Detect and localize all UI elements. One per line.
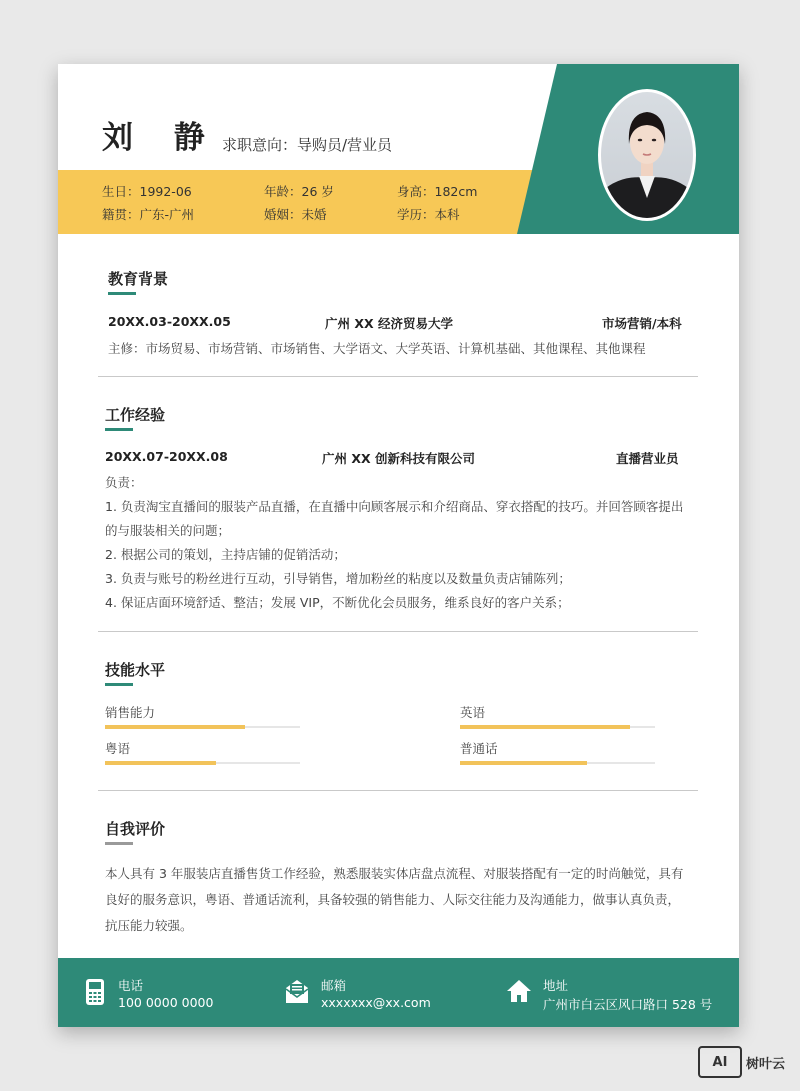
contact-footer (58, 958, 739, 1027)
email-value: xxxxxxx@xx.com (321, 995, 431, 1010)
work-duty-label: 负责： (105, 475, 143, 490)
mail-icon (285, 978, 309, 1008)
education-courses: 主修：市场贸易、市场营销、市场销售、大学语文、大学英语、计算机基础、其他课程、其他课程 (108, 341, 646, 356)
section-divider (98, 376, 698, 377)
skill-track (105, 726, 300, 728)
skill-track (460, 762, 655, 764)
skill-label: 英语 (460, 705, 486, 720)
skills-title-bar (105, 683, 133, 686)
address-value: 广州市白云区风口路口 528 号 (543, 997, 713, 1012)
self-eval-title-bar (105, 842, 133, 845)
phone-value: 100 0000 0000 (118, 995, 214, 1010)
info-education: 学历：本科 (397, 207, 460, 222)
phone-label: 电话 (118, 978, 144, 993)
work-period: 20XX.07-20XX.08 (105, 449, 228, 464)
email-label: 邮箱 (321, 978, 347, 993)
work-duty-line: 的与服装相关的问题； (105, 523, 231, 538)
work-duty-line: 1. 负责淘宝直播间的服装产品直播，在直播中向顾客展示和介绍商品、穿衣搭配的技巧。并回答顾客提出 (105, 499, 684, 514)
skill-level-fill (105, 725, 245, 729)
skill-level-fill (460, 761, 587, 765)
skill-label: 销售能力 (105, 705, 156, 720)
info-age: 年龄：26 岁 (264, 184, 334, 199)
watermark-ai-box: AI (698, 1046, 742, 1078)
work-title: 工作经验 (105, 406, 166, 424)
header-info-band (58, 170, 533, 234)
self-eval-title: 自我评价 (105, 820, 166, 838)
info-height: 身高：182cm (397, 184, 478, 199)
self-eval-line: 本人具有 3 年服装店直播售货工作经验，熟悉服装实体店盘点流程、对服装搭配有一定的时尚触觉，具有 (105, 866, 684, 881)
section-divider (98, 790, 698, 791)
watermark-logo (698, 1046, 785, 1078)
section-divider (98, 631, 698, 632)
education-school: 广州 XX 经济贸易大学 (325, 316, 453, 331)
info-marriage: 婚姻：未婚 (264, 207, 327, 222)
skills-title: 技能水平 (105, 661, 166, 679)
work-company: 广州 XX 创新科技有限公司 (322, 451, 475, 466)
work-role: 直播营业员 (616, 451, 679, 466)
job-intent: 求职意向：导购员/营业员 (222, 136, 393, 154)
education-period: 20XX.03-20XX.05 (108, 314, 231, 329)
skill-level-fill (105, 761, 216, 765)
work-duty-line: 2. 根据公司的策划，主持店铺的促销活动； (105, 547, 346, 562)
watermark-text: 树叶云 (746, 1056, 786, 1072)
skill-label: 普通话 (460, 741, 498, 756)
education-title-bar (108, 292, 136, 295)
education-major: 市场营销/本科 (602, 316, 682, 331)
candidate-name: 刘 静 (102, 120, 220, 156)
work-title-bar (105, 428, 133, 431)
resume-page (58, 64, 739, 1027)
self-eval-line: 良好的服务意识，粤语、普通话流利，具备较强的销售能力、人际交往能力及沟通能力，做事认真负责， (105, 892, 681, 907)
self-eval-line: 抗压能力较强。 (105, 918, 193, 933)
address-label: 地址 (543, 978, 569, 993)
skill-level-fill (460, 725, 630, 729)
info-native-place: 籍贯：广东-广州 (102, 207, 195, 222)
work-duty-line: 4. 保证店面环境舒适、整洁；发展 VIP，不断优化会员服务，维系良好的客户关系； (105, 595, 570, 610)
home-icon (506, 978, 532, 1008)
skill-track (105, 762, 300, 764)
profile-photo (598, 89, 696, 221)
skill-track (460, 726, 655, 728)
phone-icon (85, 978, 105, 1010)
work-duty-line: 3. 负责与账号的粉丝进行互动，引导销售，增加粉丝的粘度以及数量负责店铺陈列； (105, 571, 571, 586)
skill-label: 粤语 (105, 741, 131, 756)
education-title: 教育背景 (108, 270, 169, 288)
info-birth: 生日：1992-06 (102, 184, 192, 199)
